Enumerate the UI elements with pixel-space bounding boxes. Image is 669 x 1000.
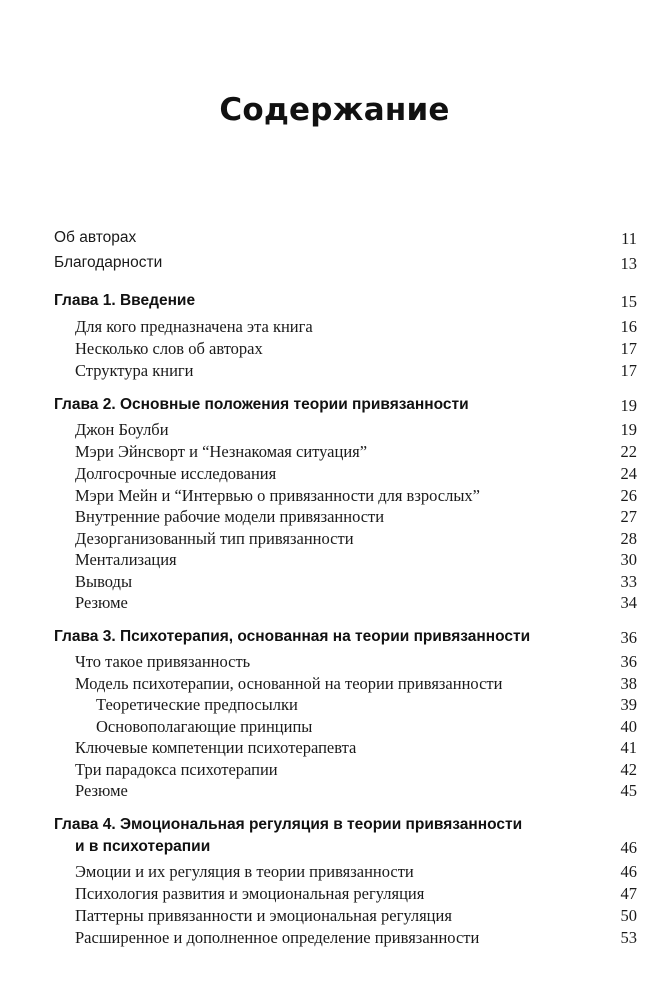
toc-entry-page: 46 <box>620 838 637 857</box>
toc-entry-page: 13 <box>620 254 637 273</box>
toc-entry <box>0 781 669 803</box>
toc-entry-title: Паттерны привязанности и эмоциональная регуляция <box>75 906 452 925</box>
toc-entry-title: Несколько слов об авторах <box>75 339 263 358</box>
toc-entry <box>0 229 669 251</box>
toc-entry-title: Психология развития и эмоциональная регуляция <box>75 884 425 903</box>
toc-chapter <box>0 292 669 314</box>
toc-entry-page: 39 <box>620 695 637 714</box>
toc-entry-title: Расширенное и дополненное определение привязанности <box>75 928 480 947</box>
toc-entry-page: 19 <box>620 396 637 415</box>
toc-entry <box>0 442 669 464</box>
toc-entry-page: 26 <box>620 486 637 505</box>
toc-entry-title: Благодарности <box>54 254 163 271</box>
toc-entry-page: 45 <box>620 781 637 800</box>
toc-entry-page: 15 <box>620 292 637 311</box>
toc-entry <box>0 862 669 884</box>
toc-entry-page: 24 <box>620 464 637 483</box>
toc-chapter <box>0 628 669 650</box>
toc-entry <box>0 695 669 717</box>
toc-entry <box>0 361 669 383</box>
toc-entry <box>0 928 669 950</box>
toc-entry-title: Эмоции и их регуляция в теории привязанности <box>75 862 414 881</box>
toc-entry-title: Структура книги <box>75 361 194 380</box>
toc-chapter-title: Глава 3. Психотерапия, основанная на теории привязанности <box>54 628 531 645</box>
toc-entry-title: Что такое привязанность <box>75 652 251 671</box>
toc-entry <box>0 317 669 339</box>
toc-chapter-title: Глава 1. Введение <box>54 292 196 309</box>
toc-entry <box>0 529 669 551</box>
toc-entry-page: 42 <box>620 760 637 779</box>
toc-entry <box>0 884 669 906</box>
toc-entry <box>0 420 669 442</box>
toc-entry-title: Три парадокса психотерапии <box>75 760 278 779</box>
toc-entry-title: Модель психотерапии, основанной на теории привязанности <box>75 674 503 693</box>
toc-entry-title: Долгосрочные исследования <box>75 464 277 483</box>
toc-entry-title: Ментализация <box>75 550 177 569</box>
toc-chapter-title: Глава 4. Эмоциональная регуляция в теории привязанности <box>54 816 523 833</box>
toc-entry-page: 40 <box>620 717 637 736</box>
toc-entry <box>0 254 669 276</box>
toc-entry-page: 38 <box>620 674 637 693</box>
toc-entry <box>0 906 669 928</box>
toc-entry-title: Об авторах <box>54 229 137 246</box>
toc-entry-page: 22 <box>620 442 637 461</box>
toc-entry-page: 19 <box>620 420 637 439</box>
toc-entry-title: Основополагающие принципы <box>96 717 313 736</box>
toc-entry-page: 46 <box>620 862 637 881</box>
toc-entry-page: 28 <box>620 529 637 548</box>
page-title: Содержание <box>219 92 450 128</box>
toc-entry <box>0 464 669 486</box>
toc-entry-page: 36 <box>620 628 637 647</box>
toc-chapter-title: Глава 2. Основные положения теории привязанности <box>54 396 469 413</box>
toc-entry <box>0 652 669 674</box>
toc-chapter <box>0 816 669 860</box>
toc-entry <box>0 674 669 696</box>
toc-entry-page: 17 <box>620 361 637 380</box>
toc-entry-title: Для кого предназначена эта книга <box>75 317 313 336</box>
toc-chapter-title-continuation: и в психотерапии <box>75 838 211 855</box>
toc-entry-page: 47 <box>620 884 637 903</box>
toc-entry-page: 16 <box>620 317 637 336</box>
toc-entry-page: 36 <box>620 652 637 671</box>
toc-entry-title: Резюме <box>75 593 128 612</box>
toc-entry <box>0 507 669 529</box>
toc-entry-page: 50 <box>620 906 637 925</box>
toc-entry-page: 34 <box>620 593 637 612</box>
toc-entry-title: Теоретические предпосылки <box>96 695 298 714</box>
toc-entry-page: 33 <box>620 572 637 591</box>
toc-entry-title: Внутренние рабочие модели привязанности <box>75 507 385 526</box>
toc-entry-title: Мэри Эйнсворт и “Незнакомая ситуация” <box>75 442 368 461</box>
toc-entry-title: Резюме <box>75 781 128 800</box>
toc-entry-page: 17 <box>620 339 637 358</box>
toc-entry <box>0 593 669 615</box>
toc-entry-title: Джон Боулби <box>75 420 169 439</box>
toc-entry-title: Выводы <box>75 572 133 591</box>
toc-entry-title: Дезорганизованный тип привязанности <box>75 529 354 548</box>
toc-entry <box>0 550 669 572</box>
toc-entry <box>0 339 669 361</box>
toc-entry <box>0 486 669 508</box>
toc-entry-page: 27 <box>620 507 637 526</box>
toc-entry <box>0 717 669 739</box>
toc-entry-page: 41 <box>620 738 637 757</box>
toc-entry <box>0 572 669 594</box>
toc-entry <box>0 738 669 760</box>
toc-chapter <box>0 396 669 418</box>
toc-entry-title: Мэри Мейн и “Интервью о привязанности для взрослых” <box>75 486 480 505</box>
toc-entry-page: 30 <box>620 550 637 569</box>
toc-entry <box>0 760 669 782</box>
toc-entry-title: Ключевые компетенции психотерапевта <box>75 738 357 757</box>
toc-entry-page: 11 <box>621 229 637 248</box>
toc-entry-page: 53 <box>620 928 637 947</box>
